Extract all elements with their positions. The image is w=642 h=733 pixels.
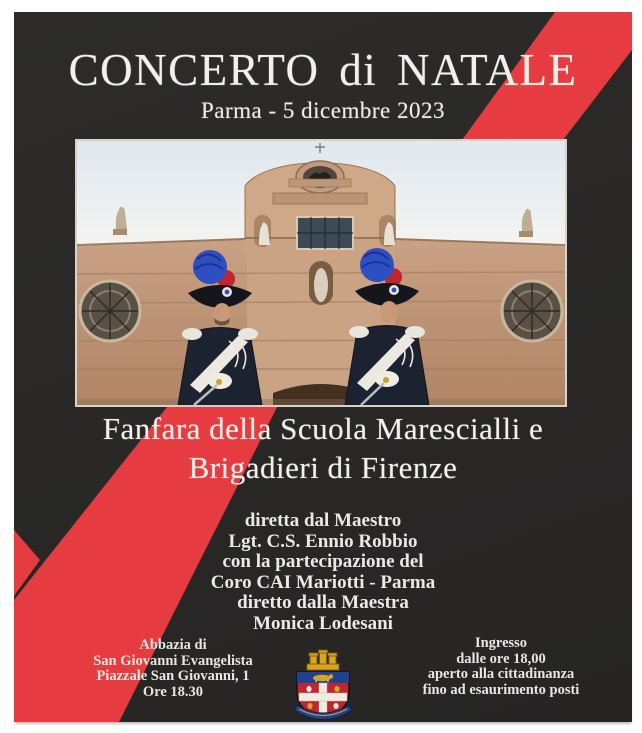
poster	[14, 12, 632, 722]
quarter-charge	[333, 703, 338, 709]
poster-subtitle: Parma - 5 dicembre 2023	[201, 98, 445, 123]
crown-icon	[307, 650, 339, 670]
credits-line: Coro CAI Mariotti - Parma	[210, 571, 436, 593]
inscription-band	[273, 193, 367, 204]
venue-line: San Giovanni Evangelista	[93, 652, 253, 669]
credits-line: Monica Lodesani	[253, 612, 393, 634]
base-shadow	[77, 399, 565, 405]
poster-headline	[14, 409, 632, 487]
venue-line: Abbazia di	[139, 637, 207, 653]
headline-line-2: Brigadieri di Firenze	[188, 450, 458, 485]
credits-line: Lgt. C.S. Ennio Robbio	[228, 530, 418, 552]
credits-line: con la partecipazione del	[222, 551, 424, 572]
credits-line: diretta dal Maestro	[244, 510, 402, 531]
credits-block	[14, 511, 632, 634]
admission-block	[370, 636, 632, 698]
admission-line: Ingresso	[474, 635, 528, 651]
upper-band	[289, 179, 351, 187]
church-photo-illustration	[77, 141, 565, 405]
venue-line: Ore 18.30	[142, 683, 204, 700]
headline-line-1: Fanfara della Scuola Marescialli e	[102, 411, 544, 446]
venue-block	[42, 638, 304, 700]
quarter-charge	[334, 686, 339, 692]
rose-window-right	[502, 281, 562, 341]
quarter-charge	[306, 686, 311, 692]
venue-line: Piazzale San Giovanni, 1	[96, 668, 250, 684]
quarter-charge	[307, 703, 312, 709]
poster-title: CONCERTO di NATALE	[68, 45, 578, 95]
admission-line: aperto alla cittadinanza	[427, 666, 575, 682]
admission-line: dalle ore 18,00	[456, 650, 546, 667]
rose-window-left	[80, 281, 140, 341]
crest-icon	[285, 645, 361, 722]
admission-line: fino ad esaurimento posti	[422, 681, 580, 698]
central-statue	[314, 268, 328, 302]
carabinieri-crest	[285, 645, 361, 722]
credits-line: diretto dalla Maestra	[237, 592, 409, 613]
concert-photo	[75, 139, 567, 407]
